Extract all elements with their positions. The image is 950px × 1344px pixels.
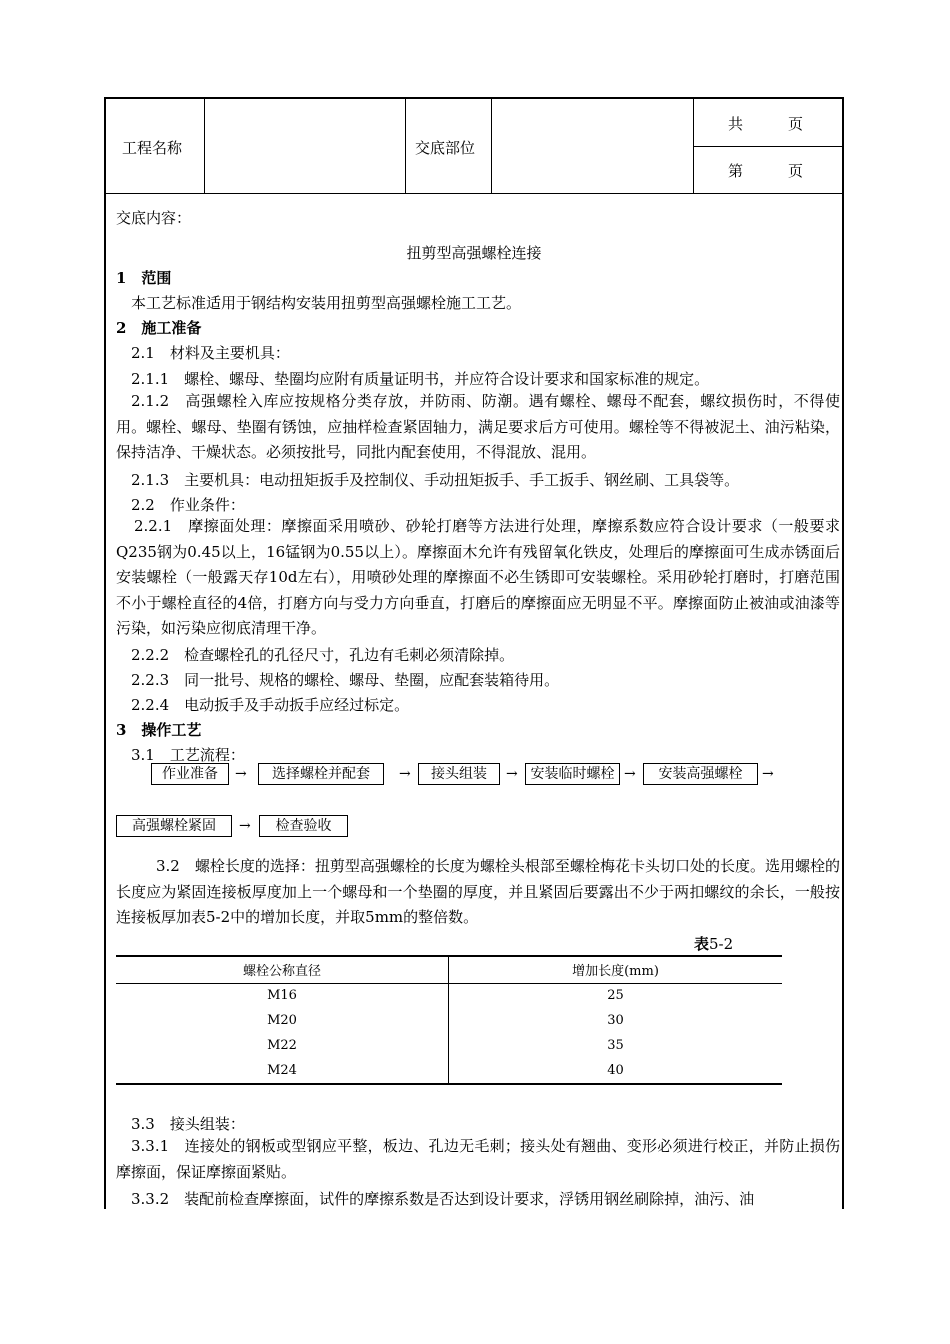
section-3-3-1: 3.3.1 连接处的钢板或型钢应平整，板边、孔边无毛刺；接头处有翘曲、变形必须进行校正，并防止损伤摩擦面，保证摩擦面紧贴。	[116, 1137, 840, 1181]
section-1-heading: 1 范围	[116, 269, 172, 287]
form-header	[106, 99, 842, 194]
section-2-2-4: 2.2.4 电动扳手及手动扳手应经过标定。	[131, 696, 410, 714]
section-3-heading: 3 操作工艺	[116, 721, 202, 739]
flow-arrow: →	[762, 766, 774, 782]
table-cell: M24	[267, 1063, 297, 1078]
section-2-1: 2.1 材料及主要机具：	[131, 344, 290, 362]
section-3-2: 3.2 螺栓长度的选择：扭剪型高强螺栓的长度为螺栓头根部至螺栓梅花卡头切口处的长度。选用螺栓的长度应为紧固连接板厚度加上一个螺母和一个垫圈的厚度，并且紧固后要露出不少于两扣螺纹的余长，一般按连接板厚加表5-2中的增加长度，并取5mm的整倍数。	[116, 857, 840, 926]
table-caption-number: 5-2	[709, 935, 734, 953]
section-2-1-2: 2.1.2 高强螺栓入库应按规格分类存放，并防雨、防潮。遇有螺栓、螺母不配套，螺纹损伤时，不得使用。螺栓、螺母、垫圈有锈蚀，应抽样检查紧固轴力，满足要求后方可使用。螺栓等不得被泥土、油污粘染，保持洁净、干燥状态。必须按批号，同批内配套使用，不得混放、混用。	[116, 392, 840, 461]
section-3-1: 3.1 工艺流程：	[131, 746, 245, 764]
flow-step-inspect: 检查验收	[259, 815, 348, 837]
page-number-label: 第 页	[728, 162, 804, 180]
section-2-2-1: 2.2.1 摩擦面处理：摩擦面采用喷砂、砂轮打磨等方法进行处理，摩擦系数应符合设计要求（一般要求Q235钢为0.45以上，16锰钢为0.55以上）。摩擦面木允许有残留氧化铁皮，处理后的摩擦面可生成赤锈面后安装螺栓（一般露天存10d左右），用喷砂处理的摩擦面不必生锈即可安装螺栓。采用砂轮打磨时，打磨范围不小于螺栓直径的4倍，打磨方向与受力方向垂直，打磨后的摩擦面应无明显不平。摩擦面防止被油或油漆等污染，如污染应彻底清理干净。	[116, 517, 840, 637]
table-cell: 40	[607, 1063, 624, 1078]
section-2-2-3: 2.2.3 同一批号、规格的螺栓、螺母、垫圈，应配套装箱待用。	[131, 671, 560, 689]
disclosure-part-value[interactable]	[496, 105, 689, 189]
table-caption	[694, 933, 733, 954]
flow-step-temporary-bolts: 安装临时螺栓	[525, 763, 620, 785]
disclosure-part-label: 交底部位	[415, 139, 476, 157]
table-bottom-rule	[116, 1083, 782, 1085]
table-cell: 35	[607, 1038, 624, 1053]
bolt-length-table	[116, 955, 782, 1085]
flow-step-install-hs-bolts: 安装高强螺栓	[643, 763, 758, 785]
table-cell: M22	[267, 1038, 297, 1053]
table-cell: 25	[607, 988, 624, 1003]
table-cell: M16	[267, 988, 297, 1003]
flow-arrow: →	[399, 766, 411, 782]
section-2-2-2: 2.2.2 检查螺栓孔的孔径尺寸，孔边有毛刺必须清除掉。	[131, 646, 515, 664]
section-1-text: 本工艺标准适用于钢结构安装用扭剪型高强螺栓施工工艺。	[131, 294, 522, 312]
section-2-heading: 2 施工准备	[116, 319, 202, 337]
project-name-label: 工程名称	[122, 139, 183, 157]
table-top-rule	[116, 955, 782, 957]
header-divider	[491, 99, 492, 193]
disclosure-form	[104, 97, 844, 1209]
flow-arrow: →	[239, 818, 251, 834]
flow-arrow: →	[506, 766, 518, 782]
flow-step-assemble-joint: 接头组装	[418, 763, 500, 785]
section-3-3: 3.3 接头组装：	[131, 1115, 245, 1133]
flow-arrow: →	[235, 766, 247, 782]
flow-step-tighten: 高强螺栓紧固	[116, 815, 232, 837]
intro-label: 交底内容：	[116, 209, 192, 227]
flow-arrow: →	[624, 766, 636, 782]
table-caption-label: 表	[694, 935, 710, 953]
total-pages-label: 共 页	[728, 115, 804, 133]
project-name-value[interactable]	[208, 105, 401, 189]
table-header-extra-length: 增加长度(mm)	[572, 964, 659, 979]
flow-step-prepare: 作业准备	[151, 763, 229, 785]
table-cell: 30	[607, 1013, 624, 1028]
header-divider	[204, 99, 205, 193]
flow-step-select-bolts: 选择螺栓并配套	[258, 763, 384, 785]
table-header-rule	[116, 983, 782, 984]
table-header-diameter: 螺栓公称直径	[242, 964, 321, 979]
document-title: 扭剪型高强螺栓连接	[406, 244, 542, 262]
section-2-1-1: 2.1.1 螺栓、螺母、垫圈均应附有质量证明书，并应符合设计要求和国家标准的规定。	[131, 370, 710, 388]
section-3-3-2: 3.3.2 装配前检查摩擦面，试件的摩擦系数是否达到设计要求，浮锈用钢丝刷除掉，油污、油	[131, 1190, 755, 1208]
section-2-2: 2.2 作业条件：	[131, 496, 245, 514]
header-divider	[405, 99, 406, 193]
table-cell: M20	[267, 1013, 297, 1028]
section-2-1-3: 2.1.3 主要机具：电动扭矩扳手及控制仪、手动扭矩扳手、手工扳手、钢丝刷、工具袋等。	[131, 471, 740, 489]
header-divider	[693, 146, 844, 147]
